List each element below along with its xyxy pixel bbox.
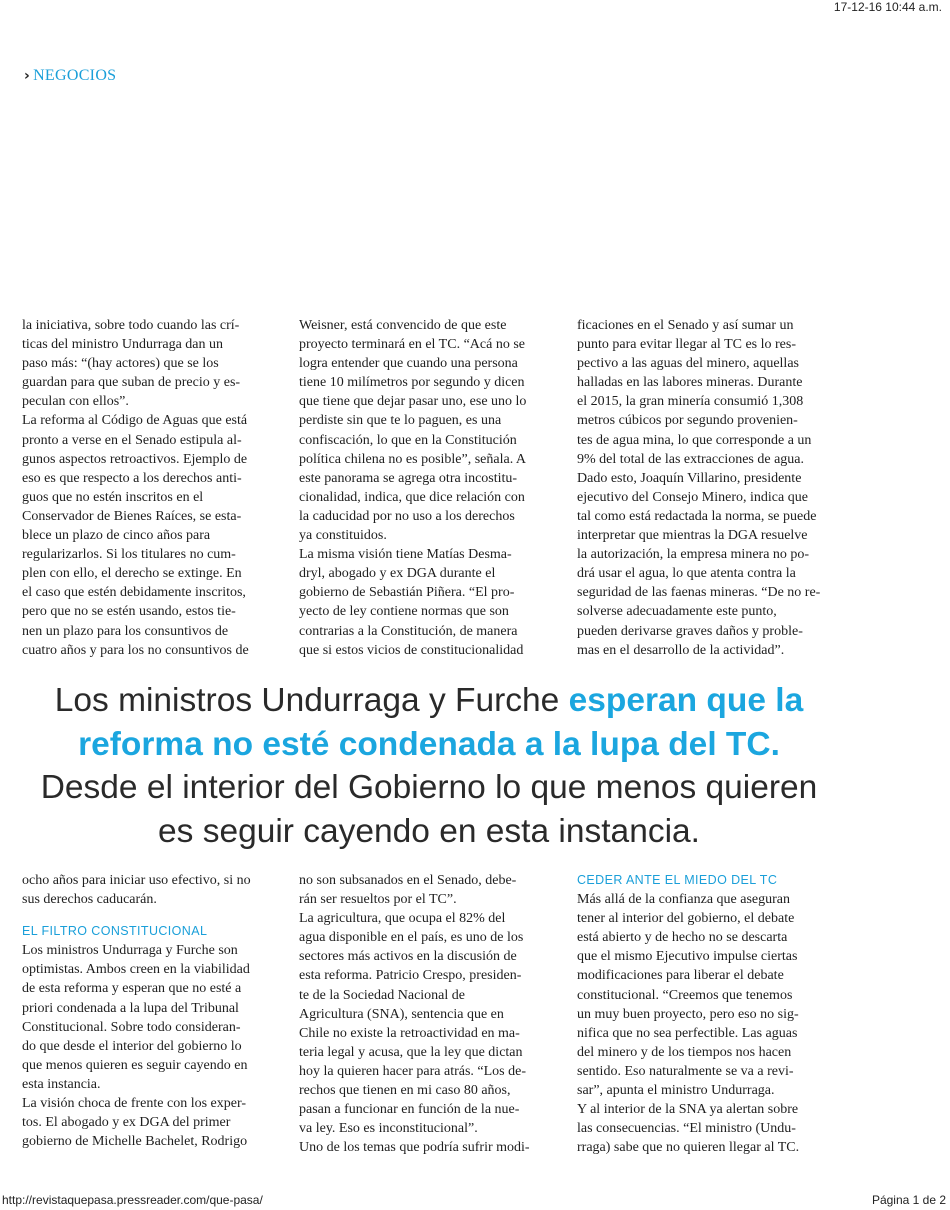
text-line: blece un plazo de cinco años para [22, 528, 211, 544]
text-line: mas en el desarrollo de la actividad”. [577, 642, 785, 658]
text-line: que el mismo Ejecutivo impulse ciertas [577, 949, 798, 965]
text-line: que menos quieren es seguir cayendo en [22, 1057, 248, 1073]
section-label[interactable] [24, 67, 116, 85]
text-line: gunos aspectos retroactivos. Ejemplo de [22, 451, 248, 467]
footer-url[interactable]: http://revistaquepasa.pressreader.com/que-pasa/ [2, 1193, 263, 1207]
text-line: rán ser resueltos por el TC”. [299, 892, 457, 908]
text-line: nen un plazo para los consuntivos de [22, 623, 229, 639]
text-line: Uno de los temas que podría sufrir modi- [299, 1140, 530, 1156]
text-line: sar”, apunta el ministro Undurraga. [577, 1083, 775, 1099]
text-line: peculan con ellos”. [22, 394, 129, 410]
text-line: un muy buen proyecto, pero eso no sig- [577, 1006, 799, 1022]
pull-quote-line: es seguir cayendo en esta instancia. [158, 812, 700, 850]
text-line: pectivo a las aguas del minero, aquellas [577, 356, 799, 372]
text-line: modificaciones para liberar el debate [577, 968, 784, 984]
text-line: La misma visión tiene Matías Desma- [299, 547, 512, 563]
text-line: Constitucional. Sobre todo consideran- [22, 1019, 241, 1035]
text-line: plen con ello, el derecho se extinge. En [22, 566, 242, 582]
text-line: regularizarlos. Si los titulares no cum- [22, 547, 236, 563]
section-subhead: CEDER ANTE EL MIEDO DEL TC [577, 873, 778, 887]
text-line: nifica que no sea perfectible. Las aguas [577, 1025, 798, 1041]
text-line: cionalidad, indica, que dice relación con [299, 489, 525, 505]
pull-quote-accent-line: reforma no esté condenada a la lupa del TC. [78, 725, 780, 763]
text-line: este panorama se agrega otra incostitu- [299, 470, 518, 486]
text-line: dryl, abogado y ex DGA durante el [299, 566, 496, 582]
text-line: drá usar el agua, lo que atenta contra la [577, 566, 796, 582]
text-line: esta instancia. [22, 1076, 101, 1092]
section-label-text: NEGOCIOS [33, 67, 117, 84]
text-line: rechos que tienen en mi caso 80 años, [299, 1083, 511, 1099]
pull-quote-line: Desde el interior del Gobierno lo que menos quieren [40, 769, 818, 806]
text-line: priori condenada a la lupa del Tribunal [22, 1000, 239, 1016]
text-line: La agricultura, que ocupa el 82% del [299, 911, 506, 927]
text-line: sentido. Eso naturalmente se va a revi- [577, 1063, 794, 1079]
text-line: La visión choca de frente con los exper- [22, 1096, 247, 1112]
text-line: Weisner, está convencido de que este [299, 318, 507, 333]
text-line: hoy la quieren hacer para atrás. “Los de- [299, 1063, 526, 1079]
article-column-2-top [299, 316, 561, 660]
text-line: guos que no estén inscritos en el [22, 489, 204, 505]
text-line: halladas en las labores mineras. Durante [577, 375, 803, 391]
text-line: el 2015, la gran minería consumió 1,308 [577, 394, 804, 410]
text-line: política chilena no es posible”, señala. A [299, 451, 527, 467]
text-line: sus derechos caducarán. [22, 892, 157, 908]
article-column-3-top [577, 316, 839, 660]
pull-quote [0, 679, 858, 853]
pull-quote-plain: Los ministros Undurraga y Furche [54, 682, 569, 719]
text-line: Agricultura (SNA), sentencia que en [299, 1006, 504, 1022]
text-line: pasan a funcionar en función de la nue- [299, 1102, 520, 1118]
text-line: Los ministros Undurraga y Furche son [22, 943, 238, 959]
text-line: cuatro años y para los no consuntivos de [22, 642, 249, 658]
text-line: perdiste sin que te lo paguen, es una [299, 413, 502, 429]
text-line: paso más: “(hay actores) que se los [22, 356, 219, 372]
text-line: eso es que respecto a los derechos anti- [22, 470, 242, 486]
text-line: ocho años para iniciar uso efectivo, si no [22, 873, 251, 888]
text-line: tal como está redactada la norma, se puede [577, 508, 817, 524]
text-line: constitucional. “Creemos que tenemos [577, 987, 793, 1003]
text-line: del minero y de los tiempos nos hacen [577, 1044, 792, 1060]
section-subhead: EL FILTRO CONSTITUCIONAL [22, 924, 208, 939]
text-line: solverse adecuadamente este punto, [577, 604, 777, 620]
page-number: Página 1 de 2 [871, 1193, 946, 1207]
text-line: rraga) sabe que no quieren llegar al TC. [577, 1140, 800, 1156]
text-line: ejecutivo del Consejo Minero, indica que [577, 489, 808, 505]
text-line: guardan para que suban de precio y es- [22, 375, 241, 391]
text-line: que tiene que dejar pasar uno, ese uno lo [299, 394, 527, 410]
text-line: confiscación, lo que en la Constitución [299, 432, 517, 448]
text-line: Y al interior de la SNA ya alertan sobre [577, 1102, 799, 1118]
text-line: teria legal y acusa, que la ley que dictan [299, 1044, 523, 1060]
text-line: pronto a verse en el Senado estipula al- [22, 432, 242, 448]
text-line: pero que no se estén usando, estos tie- [22, 604, 236, 620]
text-line: yecto de ley contiene normas que son [299, 604, 509, 620]
text-line: gobierno de Michelle Bachelet, Rodrigo [22, 1134, 248, 1150]
text-line: ticas del ministro Undurraga dan un [22, 337, 224, 353]
text-line: que si estos vicios de constitucionalidad [299, 642, 524, 658]
text-line: logra entender que cuando una persona [299, 356, 518, 372]
text-line: do que desde el interior del gobierno lo [22, 1038, 242, 1054]
text-line: pueden derivarse graves daños y proble- [577, 623, 803, 639]
text-line: no son subsanados en el Senado, debe- [299, 873, 517, 888]
text-line: punto para evitar llegar al TC es lo res- [577, 337, 796, 353]
chevron-right-icon: › [24, 68, 31, 84]
text-line: proyecto terminará en el TC. “Acá no se [299, 337, 525, 353]
text-line: sectores más activos en la discusión de [299, 949, 517, 965]
text-line: tos. El abogado y ex DGA del primer [22, 1115, 231, 1131]
text-line: está abierto y de hecho no se descarta [577, 930, 788, 946]
text-line: Dado esto, Joaquín Villarino, presidente [577, 470, 802, 486]
text-line: tener al interior del gobierno, el debate [577, 911, 795, 927]
text-line: esta reforma. Patricio Crespo, presiden- [299, 968, 522, 984]
text-line: ficaciones en el Senado y así sumar un [577, 318, 794, 333]
article-column-1-top [22, 316, 284, 660]
text-line: contrarias a la Constitución, de manera [299, 623, 518, 639]
text-line: ya constituidos. [299, 528, 387, 544]
text-line: tiene 10 milímetros por segundo y dicen [299, 375, 525, 391]
text-line: agua disponible en el país, es uno de los [299, 930, 524, 946]
article-column-2-bottom [299, 871, 561, 1157]
text-line: interpretar que mientras la DGA resuelve [577, 528, 808, 544]
print-timestamp: 17-12-16 10:44 a.m. [833, 0, 942, 14]
text-line: Más allá de la confianza que aseguran [577, 892, 791, 908]
text-line: las consecuencias. “El ministro (Undu- [577, 1121, 796, 1137]
text-line: te de la Sociedad Nacional de [299, 987, 465, 1003]
text-line: La reforma al Código de Aguas que está [22, 413, 248, 429]
article-column-1-bottom [22, 871, 284, 1151]
text-line: la autorización, la empresa minera no po- [577, 547, 810, 563]
pull-quote-accent: esperan que la [568, 682, 804, 719]
text-line: tes de agua mina, lo que corresponde a un [577, 432, 812, 448]
text-line: de esta reforma y esperan que no esté a [22, 981, 242, 997]
text-line: metros cúbicos por segundo provenien- [577, 413, 798, 429]
text-line: la iniciativa, sobre todo cuando las crí- [22, 318, 240, 333]
text-line: seguridad de las faenas mineras. “De no re- [577, 585, 821, 601]
text-line: optimistas. Ambos creen en la viabilidad [22, 962, 250, 978]
text-line: gobierno de Sebastián Piñera. “El pro- [299, 585, 515, 601]
article-column-3-bottom [577, 871, 839, 1157]
text-line: el caso que estén debidamente inscritos, [22, 585, 246, 601]
text-line: Chile no existe la retroactividad en ma- [299, 1025, 520, 1041]
text-line: Conservador de Bienes Raíces, se esta- [22, 508, 242, 524]
text-line: la caducidad por no uso a los derechos [299, 508, 515, 524]
text-line: va ley. Eso es inconstitucional”. [299, 1121, 478, 1137]
text-line: 9% del total de las extracciones de agua. [577, 451, 805, 467]
